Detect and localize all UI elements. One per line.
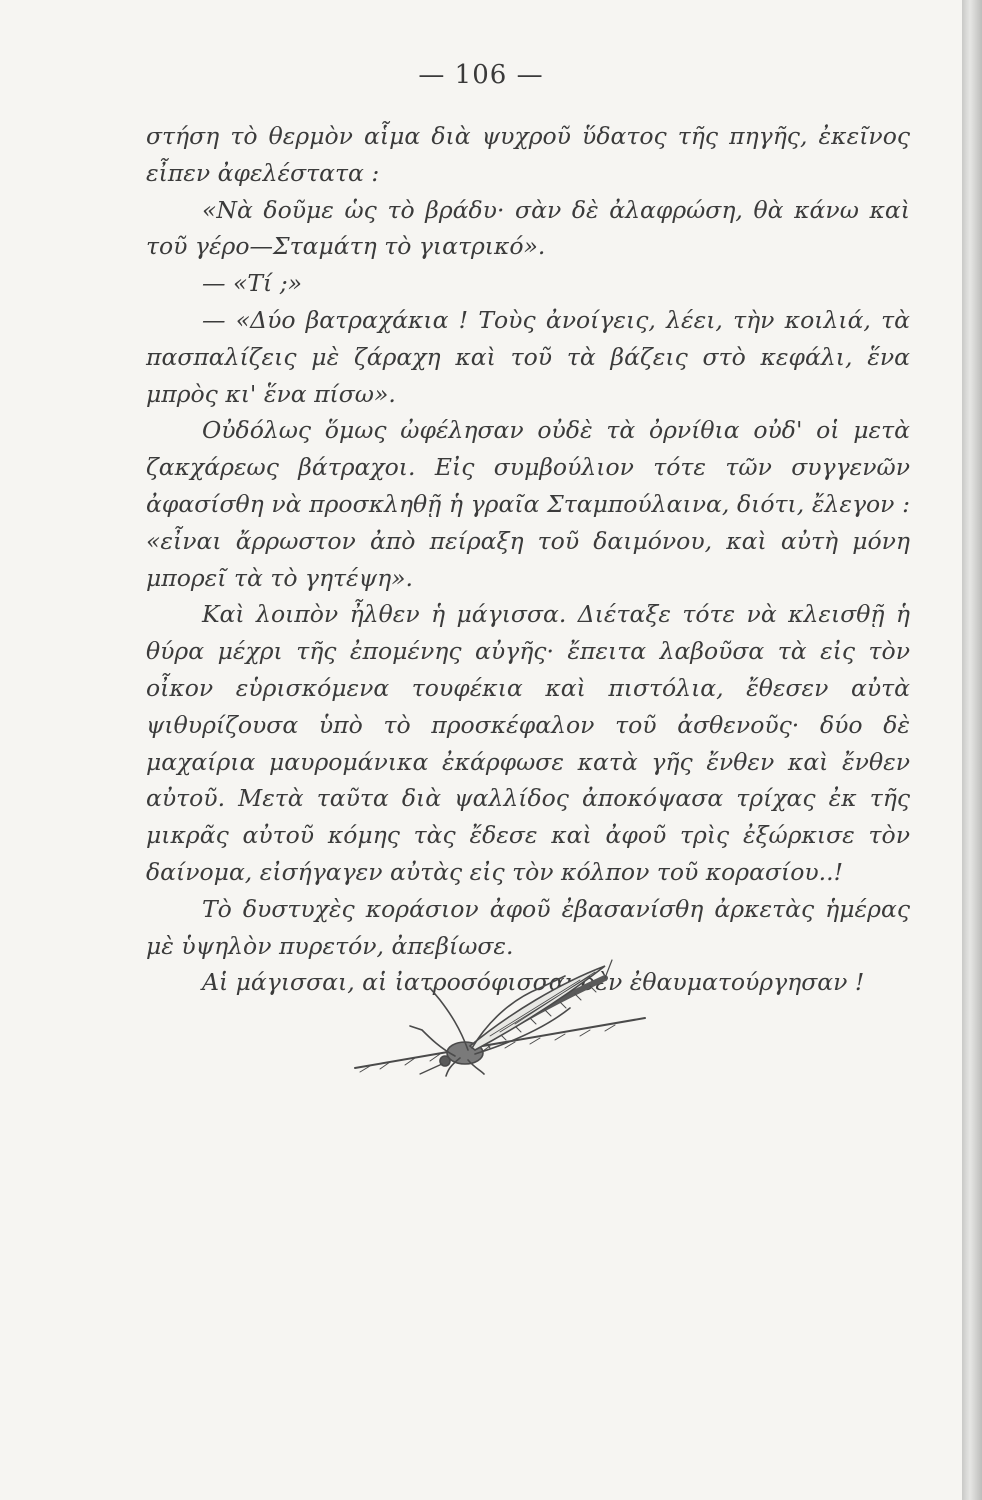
paragraph-2: «Νὰ δοῦμε ὡς τὸ βράδυ· σὰν δὲ ἀλαφρώση, θὰ κάνω καὶ τοῦ γέρο—Σταμάτη τὸ γιατρικό».: [146, 195, 910, 261]
page-number: — 106 —: [418, 60, 544, 90]
body-text: [146, 118, 910, 1001]
paragraph-4: — «Δύο βατραχάκια ! Τοὺς ἀνοίγεις, λέει, τὴν κοιλιά, τὰ πασπαλίζεις μὲ ζάραχη καὶ τοῦ τὰ βάζεις στὸ κεφάλι, ἕνα μπρὸς κι' ἕνα πίσω».: [146, 305, 910, 408]
mosquito-icon: [350, 958, 650, 1078]
paragraph-6: Καὶ λοιπὸν ἦλθεν ἡ μάγισσα. Διέταξε τότε νὰ κλεισθῇ ἡ θύρα μέχρι τῆς ἐπομένης αὐγῆς· ἔπειτα λαβοῦσα τὰ εἰς τὸν οἶκον εὑρισκόμενα τουφέκια καὶ πιστόλια, ἔθεσεν αὐτὰ ψιθυρίζουσα ὑπὸ τὸ προσκέφαλον τοῦ ἀσθενοῦς· δύο δὲ μαχαίρια μαυρομάνικα ἐκάρφωσε κατὰ γῆς ἔνθεν καὶ ἔνθεν αὐτοῦ. Μετὰ ταῦτα διὰ ψαλλίδος ἀποκόψασα τρίχας ἐκ τῆς μικρᾶς αὐτοῦ κόμης τὰς ἔδεσε καὶ ἀφοῦ τρὶς ἐξώρκισε τὸν δαίνομα, εἰσήγαγεν αὐτὰς εἰς τὸν κόλπον τοῦ κορασίου..!: [146, 600, 910, 886]
paragraph-1: στήση τὸ θερμὸν αἷμα διὰ ψυχροῦ ὕδατος τῆς πηγῆς, ἐκεῖνος εἶπεν ἀφελέστατα :: [146, 122, 910, 187]
paragraph-5: Οὐδόλως ὅμως ὠφέλησαν οὐδὲ τὰ ὀρνίθια οὐδ' οἱ μετὰ ζακχάρεως βάτραχοι. Εἰς συμβούλιον τότε τῶν συγγενῶν ἀφασίσθη νὰ προσκληθῇ ἡ γραῖα Σταμπούλαινα, διότι, ἔλεγον : «εἶναι ἄρρωστον ἀπὸ πείραξη τοῦ δαιμόνου, καὶ αὐτὴ μόνη μπορεῖ τὰ τὸ γητέψη».: [146, 416, 910, 592]
paragraph-3: — «Τί ;»: [202, 269, 303, 298]
paragraph-8: Αἱ μάγισσαι, αἱ ἰατροσόφισσαι δὲν ἐθαυματούργησαν !: [202, 968, 865, 997]
paragraph-7: Τὸ δυστυχὲς κοράσιον ἀφοῦ ἐβασανίσθη ἀρκετὰς ἡμέρας μὲ ὑψηλὸν πυρετόν, ἀπεβίωσε.: [146, 894, 910, 960]
page-gutter: [962, 0, 982, 1500]
